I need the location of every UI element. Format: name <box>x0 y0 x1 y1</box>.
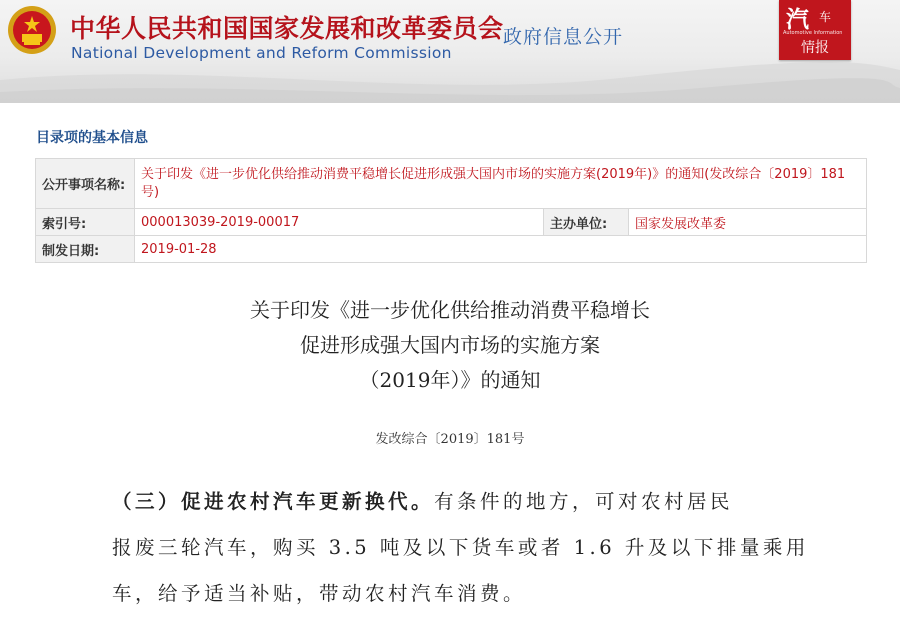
national-emblem-icon <box>6 4 58 56</box>
catalog-info-table <box>35 158 867 263</box>
date-label: 制发日期: <box>36 236 135 263</box>
table-row <box>36 209 867 236</box>
site-header <box>0 0 900 103</box>
document-number: 发改综合〔2019〕181号 <box>375 432 525 447</box>
document-title-line: 促进形成强大国内市场的实施方案 <box>300 333 600 357</box>
date-value: 2019-01-28 <box>135 236 867 263</box>
document-title <box>0 293 900 398</box>
auto-info-logo <box>779 0 851 60</box>
badge-subtitle: Automotive Information <box>783 30 843 36</box>
document-title-line: （2019年）》的通知 <box>359 368 541 392</box>
org-label: 主办单位: <box>544 209 629 236</box>
name-value: 关于印发《进一步优化供给推动消费平稳增长促进形成强大国内市场的实施方案(2019年)》的通知(发改综合〔2019〕181号) <box>135 159 867 209</box>
index-label: 索引号: <box>36 209 135 236</box>
document-body <box>112 479 809 617</box>
badge-char-mid: 情报 <box>801 40 829 56</box>
body-line-3: 车，给予适当补贴，带动农村汽车消费。 <box>112 582 527 605</box>
disclosure-nav-title[interactable]: 政府信息公开 <box>503 26 624 48</box>
document-title-line: 关于印发《进一步优化供给推动消费平稳增长 <box>250 298 650 322</box>
badge-char-big: 汽 <box>786 7 809 33</box>
body-lead-heading: （三）促进农村汽车更新换代。 <box>112 490 435 513</box>
badge-char-small: 车 <box>819 10 832 24</box>
catalog-section-title: 目录项的基本信息 <box>36 130 148 146</box>
table-row <box>36 159 867 209</box>
body-line-2: 报废三轮汽车，购买 3.5 吨及以下货车或者 1.6 升及以下排量乘用 <box>112 536 809 559</box>
org-value: 国家发展改革委 <box>629 209 867 236</box>
index-value: 000013039-2019-00017 <box>135 209 544 236</box>
name-label: 公开事项名称: <box>36 159 135 209</box>
site-title-en: National Development and Reform Commission <box>71 44 452 62</box>
body-line <box>112 479 802 525</box>
body-line-1-rest: 有条件的地方，可对农村居民 <box>434 490 734 513</box>
site-title-cn: 中华人民共和国国家发展和改革委员会 <box>70 14 504 43</box>
table-row <box>36 236 867 263</box>
